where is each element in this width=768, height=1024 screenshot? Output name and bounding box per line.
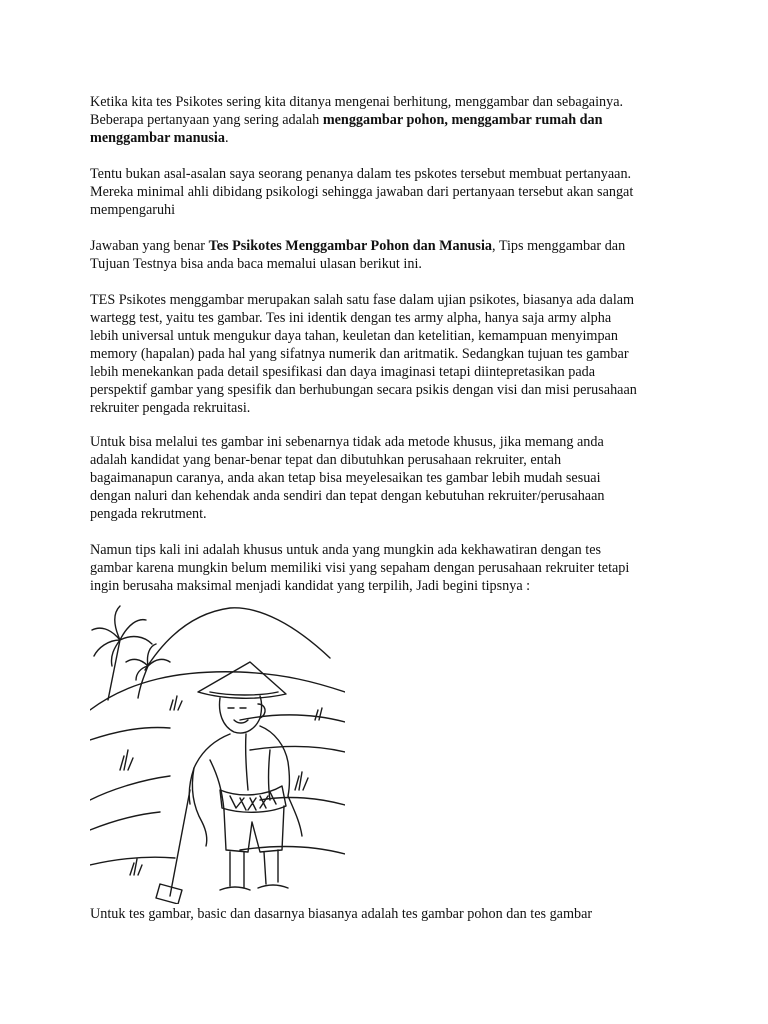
text-line: dengan naluri dan kehendak anda sendiri dan tepat dengan kebutuhan rekruiter/perusahaan	[90, 488, 605, 504]
text-line: Untuk tes gambar, basic dan dasarnya biasanya adalah tes gambar pohon dan tes gambar	[90, 906, 593, 922]
grass-tuft	[295, 772, 308, 790]
field-line	[90, 776, 170, 800]
text-line: bagaimanapun caranya, anda akan tetap bisa meyelesaikan tes gambar lebih mudah sesuai	[90, 470, 601, 486]
palm-leaves	[92, 606, 152, 666]
text-line: lebih universal untuk mengukur daya tahan, keuletan dan ketelitian, kemampuan menyimpan	[90, 328, 618, 344]
shirt-button-line	[246, 734, 248, 790]
grass-tuft	[315, 708, 322, 720]
farmer-leg	[230, 850, 278, 888]
paragraph-conclusion	[90, 905, 680, 923]
field-line	[90, 728, 170, 741]
palm-leaves	[126, 644, 170, 680]
bold-phrase: Tes Psikotes Menggambar Pohon dan Manusia	[208, 238, 492, 254]
text-line: gambar karena mungkin belum memiliki visi yang sepaham dengan perusahaan rekruiter tetapi	[90, 560, 630, 576]
text-line: memory (hapalan) pada hal yang sifatnya numerik dan aritmatik. Sedangkan tujuan tes gambar	[90, 346, 629, 362]
text-line: mempengaruhi	[90, 202, 176, 218]
text-line: lebih menekankan pada detail spesifikasi dan daya imaginasi tetapi diintepretasikan pada	[90, 364, 596, 380]
text-span: , Tips menggambar dan	[491, 238, 626, 254]
text-line: Mereka minimal ahli dibidang psikologi sehingga jawaban dari pertanyaan tersebut akan sangat	[90, 184, 634, 200]
field-line	[240, 715, 345, 722]
bold-phrase: menggambar manusia	[90, 130, 225, 146]
text-line: Namun tips kali ini adalah khusus untuk anda yang mungkin ada kekhawatiran dengan tes	[90, 542, 602, 558]
text-span: Beberapa pertanyaan yang sering adalah	[90, 112, 323, 128]
text-line: Tentu bukan asal-asalan saya seorang penanya dalam tes pskotes tersebut membuat pertanyaan.	[90, 166, 632, 182]
farmer-arm	[192, 768, 206, 846]
farmer-head	[220, 696, 262, 733]
text-line: Ketika kita tes Psikotes sering kita ditanya mengenai berhitung, menggambar dan sebagainya.	[90, 94, 624, 110]
text-span: .	[224, 130, 229, 146]
text-line: ingin berusaha maksimal menjadi kandidat yang terpilih, Jadi begini tipsnya :	[90, 578, 531, 594]
farmer-shirt	[189, 726, 289, 804]
hoe-blade	[156, 884, 182, 904]
field-line	[90, 857, 175, 865]
grass-tuft	[170, 696, 182, 710]
hat-band	[210, 692, 278, 695]
hoe-handle	[170, 790, 190, 896]
mountain-outline	[145, 608, 330, 670]
paragraph-answer	[90, 237, 680, 273]
text-line: Tujuan Testnya bisa anda baca memalui ulasan berikut ini.	[90, 256, 422, 272]
field-line	[90, 672, 345, 710]
text-line: adalah kandidat yang benar-benar tepat dan dibutuhkan perusahaan rekruiter, entah	[90, 452, 562, 468]
text-line: TES Psikotes menggambar merupakan salah satu fase dalam ujian psikotes, biasanya ada dalam	[90, 292, 635, 308]
farmer-shirt	[210, 750, 270, 810]
text-line: rekruiter pengada rekruitasi.	[90, 400, 251, 416]
grass-tuft	[120, 750, 133, 770]
text-line	[90, 129, 680, 147]
text-line: Untuk bisa melalui tes gambar ini sebenarnya tidak ada metode khusus, jika memang anda	[90, 434, 604, 450]
text-span: Jawaban yang benar	[90, 238, 209, 254]
bold-phrase: menggambar pohon, menggambar rumah dan	[322, 112, 603, 128]
paragraph-test-description	[90, 291, 680, 417]
text-line: perspektif gambar yang spesifik dan berhubungan secara psikis dengan visi dan misi perusahaan	[90, 382, 637, 398]
sarong	[220, 786, 286, 812]
text-line	[90, 237, 680, 255]
farmer-arm	[288, 796, 302, 836]
field-line	[90, 812, 160, 830]
text-line: pengada rekrutment.	[90, 506, 207, 522]
field-line	[250, 746, 345, 752]
paragraph-tips-intro	[90, 541, 680, 595]
grass-tuft	[130, 859, 142, 875]
field-line	[240, 847, 345, 854]
paragraph-intro	[90, 93, 680, 147]
paragraph-question-origin	[90, 165, 680, 219]
farmer-face	[228, 708, 248, 723]
paragraph-method	[90, 433, 680, 523]
farmer-illustration	[90, 600, 345, 904]
text-line	[90, 111, 680, 129]
text-line: wartegg test, yaitu tes gambar. Tes ini identik dengan tes army alpha, hanya saja army alpha	[90, 310, 612, 326]
